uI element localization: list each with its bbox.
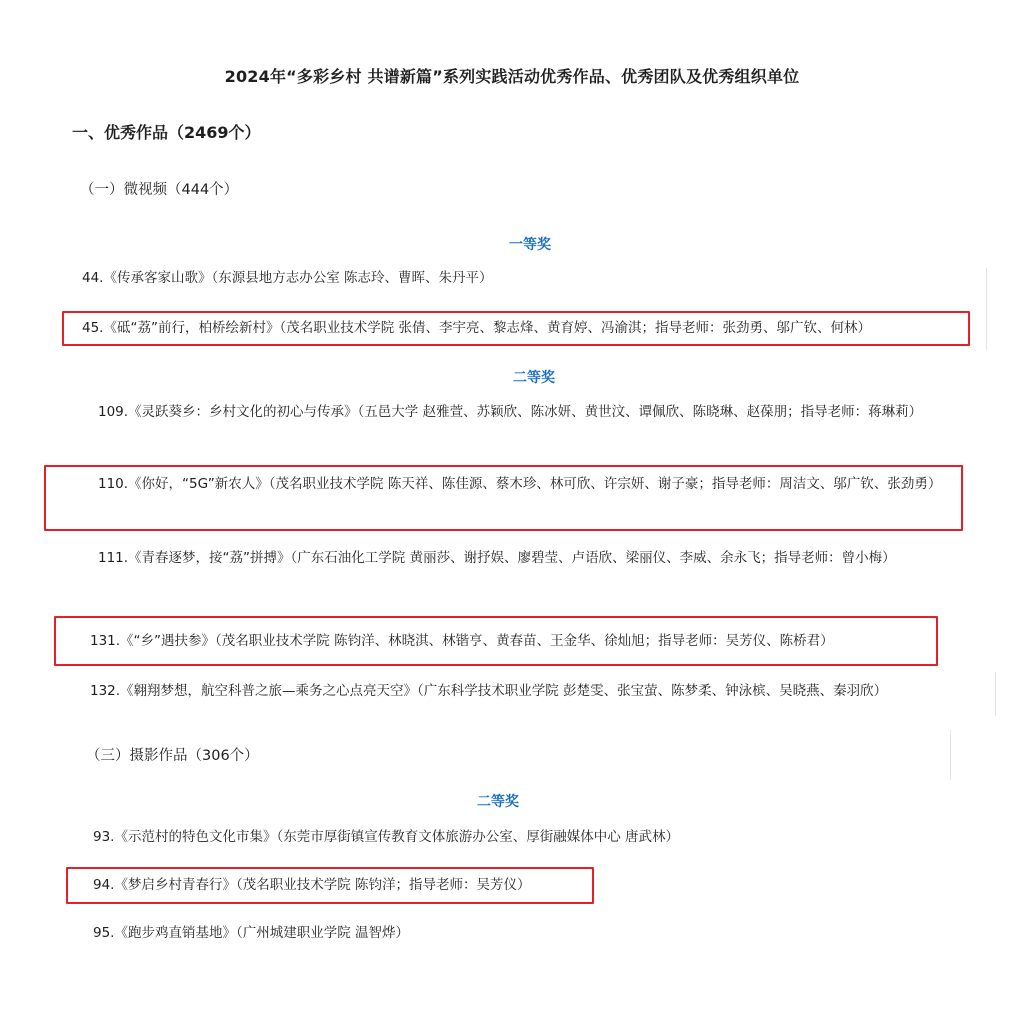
subsection-photography: （三）摄影作品（306个） [86,748,259,764]
entry-93: 93.《示范村的特色文化市集》（东莞市厚街镇宣传教育文体旅游办公室、厚街融媒体中心 唐武林） [93,829,680,845]
entry-44: 44.《传承客家山歌》（东源县地方志办公室 陈志玲、曹晖、朱丹平） [82,270,493,286]
entry-131: 131.《“乡”遇扶参》（茂名职业技术学院 陈钧洋、林晓淇、林锴亨、黄春苗、王金华、徐灿旭；指导老师：吴芳仪、陈桥君） [90,633,834,649]
edge-divider-2 [995,672,996,716]
entry-95: 95.《跑步鸡直销基地》（广州城建职业学院 温智烨） [93,925,410,941]
award-second-prize-photo: 二等奖 [477,794,519,810]
entry-111: 111.《青春逐梦，接“荔”拼搏》（广东石油化工学院 黄丽莎、谢抒娱、廖碧莹、卢语欣、梁丽仪、李威、余永飞；指导老师：曾小梅） [98,550,896,566]
edge-divider-3 [950,730,951,780]
page-title: 2024年“多彩乡村 共谱新篇”系列实践活动优秀作品、优秀团队及优秀组织单位 [224,67,800,86]
entry-132: 132.《翱翔梦想，航空科普之旅—乘务之心点亮天空》（广东科学技术职业学院 彭楚雯、张宝萤、陈梦柔、钟泳槟、吴晓燕、秦羽欣） [90,683,888,699]
entry-109: 109.《灵跃葵乡：乡村文化的初心与传承》（五邑大学 赵雅萱、苏颖欣、陈冰妍、黄世汶、谭佩欣、陈晓琳、赵葆朋；指导老师：蒋琳莉） [98,404,923,420]
edge-divider-1 [986,268,987,350]
entry-110: 110.《你好，“5G”新农人》（茂名职业技术学院 陈天祥、陈佳源、蔡木珍、林可欣、许宗妍、谢子豪；指导老师：周洁文、邬广钦、张劲勇） [98,476,942,492]
subsection-micro-video: （一）微视频（444个） [80,182,239,198]
section-heading-works: 一、优秀作品（2469个） [72,123,261,142]
award-first-prize: 一等奖 [509,237,551,253]
entry-45: 45.《砥“荔”前行，柏桥绘新村》（茂名职业技术学院 张倩、李宇亮、黎志烽、黄育婷、冯渝淇；指导老师：张劲勇、邬广钦、何林） [82,320,871,336]
award-second-prize-video: 二等奖 [513,370,555,386]
entry-94: 94.《梦启乡村青春行》（茂名职业技术学院 陈钧洋；指导老师：吴芳仪） [93,877,531,893]
